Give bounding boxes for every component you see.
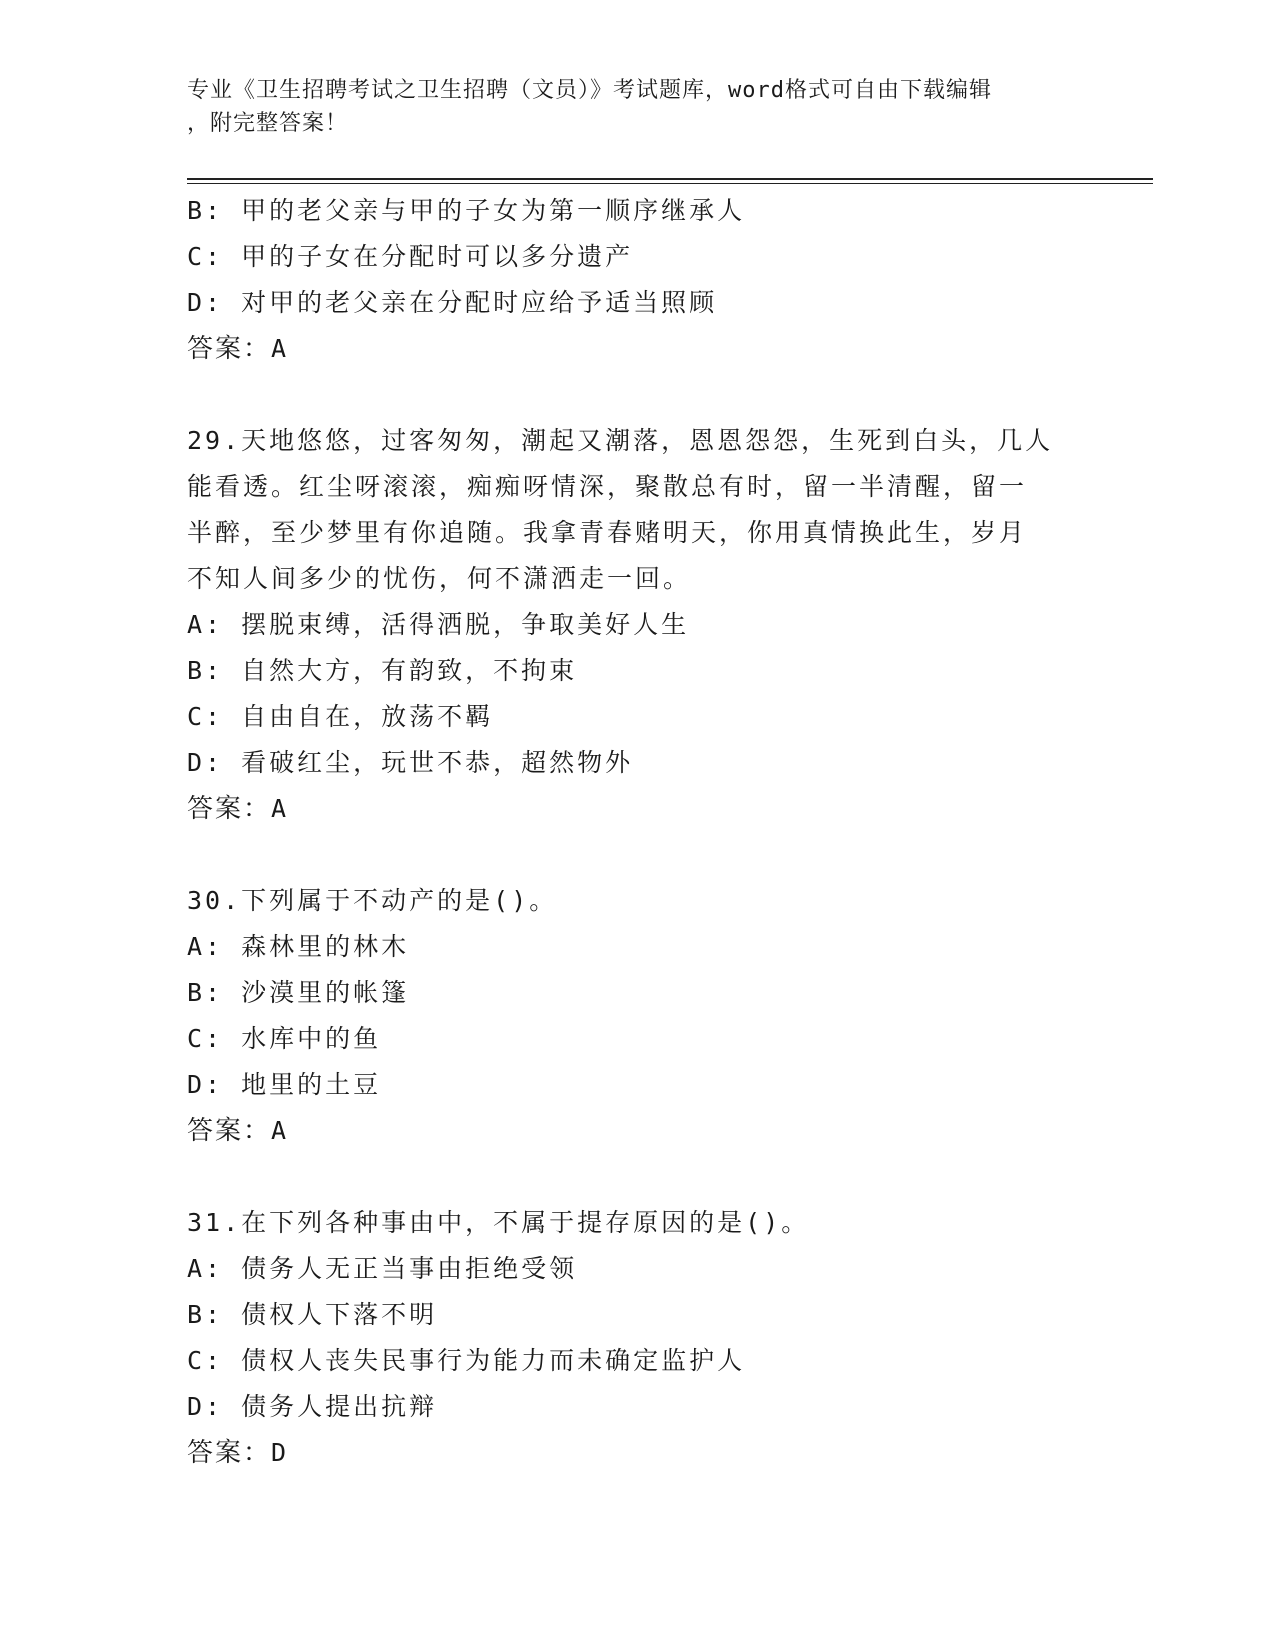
question-30 (187, 878, 1087, 1154)
option-a: A: 摆脱束缚，活得洒脱，争取美好人生 (187, 610, 690, 639)
option-c: C: 自由自在，放荡不羁 (187, 702, 494, 731)
answer-line (187, 1430, 1087, 1476)
question-stem-line: 半醉，至少梦里有你追随。我拿青春赌明天，你用真情换此生，岁月 (187, 518, 1028, 547)
question-31 (187, 1200, 1087, 1476)
answer-label: 答案： (187, 1438, 272, 1468)
answer-line (187, 786, 1087, 832)
answer-line (187, 1108, 1087, 1154)
answer-value: A (271, 1116, 289, 1145)
question-29 (187, 418, 1087, 832)
option-b: B: 债权人下落不明 (187, 1300, 438, 1329)
spacer (187, 1154, 1087, 1200)
option-c: C: 水库中的鱼 (187, 1024, 382, 1053)
question-stem: 30.下列属于不动产的是()。 (187, 886, 558, 915)
document-header (187, 74, 1067, 140)
option-b: B: 自然大方，有韵致，不拘束 (187, 656, 578, 685)
question-stem: 31.在下列各种事由中，不属于提存原因的是()。 (187, 1208, 810, 1237)
question-28 (187, 188, 1087, 372)
spacer (187, 832, 1087, 878)
question-list (187, 188, 1087, 1476)
option-d: D: 看破红尘，玩世不恭，超然物外 (187, 748, 634, 777)
option-c: C: 甲的子女在分配时可以多分遗产 (187, 242, 634, 271)
question-stem-line: 能看透。红尘呀滚滚，痴痴呀情深，聚散总有时，留一半清醒，留一 (187, 472, 1028, 501)
option-d: D: 对甲的老父亲在分配时应给予适当照顾 (187, 288, 718, 317)
option-a: A: 债务人无正当事由拒绝受领 (187, 1254, 578, 1283)
answer-line (187, 326, 1087, 372)
answer-label: 答案： (187, 1116, 272, 1146)
option-b: B: 甲的老父亲与甲的子女为第一顺序继承人 (187, 196, 746, 225)
answer-value: A (271, 334, 289, 363)
option-b: B: 沙漠里的帐篷 (187, 978, 410, 1007)
option-c: C: 债权人丧失民事行为能力而未确定监护人 (187, 1346, 746, 1375)
answer-value: D (271, 1438, 289, 1467)
answer-value: A (271, 794, 289, 823)
option-d: D: 地里的土豆 (187, 1070, 382, 1099)
answer-label: 答案： (187, 334, 272, 364)
answer-label: 答案： (187, 794, 272, 824)
header-divider (187, 178, 1153, 184)
header-line-1: 专业《卫生招聘考试之卫生招聘（文员）》考试题库，word格式可自由下载编辑 (187, 78, 992, 103)
spacer (187, 372, 1087, 418)
option-d: D: 债务人提出抗辩 (187, 1392, 438, 1421)
question-stem-line: 不知人间多少的忧伤，何不潇洒走一回。 (187, 564, 692, 593)
question-stem-line: 29.天地悠悠，过客匆匆，潮起又潮落，恩恩怨怨，生死到白头，几人 (187, 426, 1054, 455)
option-a: A: 森林里的林木 (187, 932, 410, 961)
header-line-2: ，附完整答案！ (187, 111, 349, 136)
